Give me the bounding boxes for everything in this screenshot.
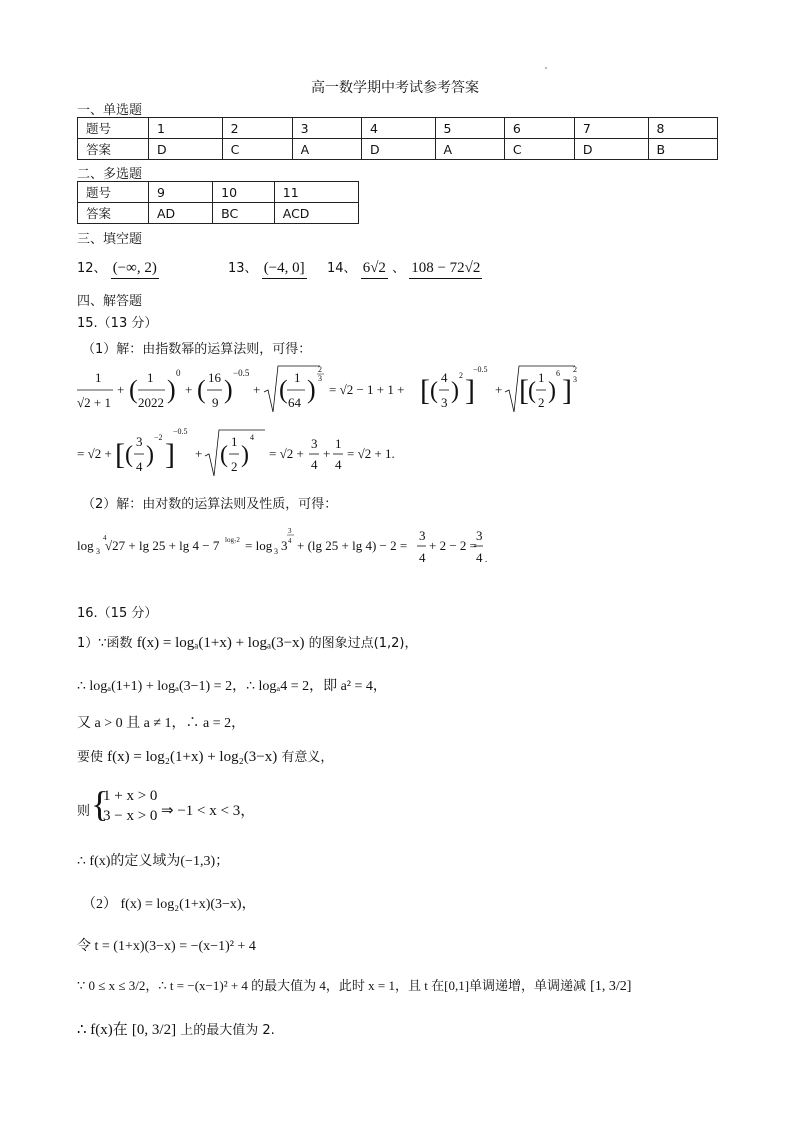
brace-icon: { (91, 784, 109, 824)
table-cell: 10 (213, 182, 275, 203)
table-cell: C (222, 139, 292, 160)
svg-text:2: 2 (459, 371, 463, 380)
q12-label: 12、 (77, 261, 107, 276)
svg-text:4: 4 (136, 459, 143, 474)
stray-dot (545, 67, 547, 69)
svg-text:9: 9 (212, 395, 219, 410)
svg-text:1: 1 (95, 370, 102, 385)
svg-text:(: ( (197, 375, 206, 404)
table-cell: 4 (361, 118, 435, 139)
svg-text:4: 4 (476, 550, 483, 565)
svg-text:3: 3 (573, 375, 577, 384)
q16-line10-interval: [0, 3/2] (131, 1022, 177, 1038)
svg-text:[: [ (115, 438, 125, 471)
svg-text:2: 2 (231, 459, 238, 474)
svg-text:1: 1 (538, 370, 545, 385)
svg-text:√2 + 1: √2 + 1 (77, 395, 111, 410)
q13-answer: (−4, 0] (262, 260, 307, 279)
svg-text:+ 2 − 2 =: + 2 − 2 = (429, 538, 477, 553)
row-label: 答案 (78, 203, 149, 224)
svg-text:1: 1 (294, 370, 301, 385)
q16-line9-text: ∵ 0 ≤ x ≤ 3/2，∴ t = −(x−1)² + 4 的最大值为 4，此时 x = 1，且 t 在[0,1]单调递增，单调递减 (77, 978, 587, 993)
svg-text:64: 64 (288, 395, 301, 410)
row-label: 答案 (78, 139, 149, 160)
q12-answer-line (77, 257, 159, 279)
q16-line10 (77, 1018, 275, 1039)
section-multi-choice-heading: 二、多选题 (77, 167, 143, 182)
q16-line2: ∴ logₐ(1+1) + logₐ(3−1) = 2，∴ logₐ4 = 2，即 a² = 4， (77, 679, 387, 694)
svg-text:6: 6 (556, 369, 560, 378)
svg-text:): ) (146, 442, 154, 468)
svg-text:3: 3 (419, 528, 426, 543)
svg-text:]: ] (165, 438, 175, 471)
svg-text:= √2 +: = √2 + (269, 446, 304, 461)
q15-formula-line1-tail (505, 362, 585, 418)
table-cell: B (648, 139, 718, 160)
section-single-choice-heading: 一、单选题 (77, 103, 143, 118)
table-cell: AD (149, 203, 213, 224)
section-solution-heading: 四、解答题 (77, 294, 143, 309)
q15-log-formula (75, 522, 495, 572)
q15-formula-line1 (75, 362, 515, 418)
table-cell: 3 (292, 118, 361, 139)
q16-system-eq2: 3 − x > 0 (103, 808, 158, 824)
q16-line5-post: ⇒ −1 < x < 3， (161, 803, 256, 819)
svg-text:+: + (195, 446, 203, 461)
svg-text:(: ( (220, 442, 228, 468)
q16-line6: ∴ f(x)的定义域为(−1,3)； (77, 854, 230, 869)
q16-line7: （2） f(x) = log₂(1+x)(3−x)， (82, 897, 256, 912)
svg-text:3: 3 (288, 527, 292, 535)
svg-text:= √2 + 1.: = √2 + 1. (347, 446, 395, 461)
table-cell: 2 (222, 118, 292, 139)
table-cell: 6 (504, 118, 574, 139)
q15-part2-intro: （2）解：由对数的运算法则及性质，可得： (82, 497, 338, 512)
svg-text:2022: 2022 (138, 395, 164, 410)
page-title: 高一数学期中考试参考答案 (311, 80, 479, 96)
svg-text:3: 3 (274, 547, 278, 556)
table-cell: 8 (648, 118, 718, 139)
q13-answer-line (228, 257, 307, 279)
table-cell: D (574, 139, 648, 160)
svg-text:3: 3 (318, 374, 322, 383)
row-label: 题号 (78, 182, 149, 203)
svg-text:): ) (451, 378, 459, 404)
svg-text:4: 4 (419, 550, 426, 565)
single-choice-answer-table (77, 117, 718, 160)
section-fill-blank-heading: 三、填空题 (77, 232, 143, 247)
q15-formula-line2 (75, 424, 395, 480)
svg-text:0: 0 (176, 368, 181, 378)
svg-text:3: 3 (476, 528, 483, 543)
table-cell: A (292, 139, 361, 160)
table-row (78, 203, 359, 224)
svg-text:= log: = log (245, 538, 273, 553)
svg-text:3: 3 (281, 538, 288, 553)
q14-answer-line (327, 257, 482, 279)
svg-text:1: 1 (231, 434, 238, 449)
svg-text:+: + (495, 382, 503, 397)
table-cell: D (149, 139, 223, 160)
q16-line4 (77, 746, 333, 766)
svg-text:.: . (485, 554, 488, 564)
q16-system-eq1: 1 + x > 0 (103, 788, 158, 804)
q16-line3: 又 a > 0 且 a ≠ 1，∴ a = 2， (77, 716, 246, 731)
table-cell: C (504, 139, 574, 160)
svg-text:3: 3 (441, 395, 448, 410)
row-label: 题号 (78, 118, 149, 139)
q13-label: 13、 (228, 261, 258, 276)
q12-answer: (−∞, 2) (111, 260, 159, 279)
svg-text:−0.5: −0.5 (173, 427, 188, 436)
svg-text:−2: −2 (154, 433, 163, 442)
q16-line1 (77, 632, 418, 652)
svg-text:(: ( (279, 375, 288, 404)
table-cell: 9 (149, 182, 213, 203)
svg-text:3: 3 (96, 547, 100, 556)
svg-text:]: ] (465, 374, 475, 407)
q16-line9-interval: [1, 3/2] (590, 979, 632, 994)
table-cell: 5 (435, 118, 504, 139)
svg-text:(: ( (129, 375, 138, 404)
svg-text:): ) (224, 375, 233, 404)
table-cell: 1 (149, 118, 223, 139)
q16-line8: 令 t = (1+x)(3−x) = −(x−1)² + 4 (77, 939, 256, 954)
svg-text:+: + (253, 382, 261, 397)
table-row (78, 139, 718, 160)
q16-header: 16.（15 分） (77, 606, 158, 621)
svg-text:(: ( (125, 442, 133, 468)
q16-line1-post: 的图象过点(1,2)， (308, 636, 418, 651)
svg-text:16: 16 (208, 370, 221, 385)
svg-text:+ (lg 25 + lg 4) − 2 =: + (lg 25 + lg 4) − 2 = (297, 538, 408, 553)
svg-text:1: 1 (335, 436, 342, 451)
svg-text:): ) (167, 375, 176, 404)
svg-text:4: 4 (250, 433, 254, 442)
table-cell: D (361, 139, 435, 160)
svg-text:2: 2 (318, 365, 322, 374)
q16-line4-post: 有意义， (281, 750, 334, 765)
q16-line10-pre: ∴ f(x)在 (77, 1022, 128, 1038)
q14-separator: 、 (392, 261, 406, 276)
svg-text:3: 3 (311, 436, 318, 451)
svg-text:4: 4 (103, 534, 107, 542)
table-cell: 11 (274, 182, 358, 203)
svg-text:(: ( (528, 378, 536, 404)
table-row (78, 118, 718, 139)
svg-text:+: + (185, 382, 193, 397)
svg-text:4: 4 (441, 370, 448, 385)
q16-line4-pre: 要使 (77, 750, 104, 765)
table-cell: BC (213, 203, 275, 224)
svg-text:4: 4 (288, 537, 292, 545)
svg-text:−0.5: −0.5 (233, 368, 250, 378)
svg-text:−0.5: −0.5 (473, 365, 488, 374)
svg-text:[: [ (519, 374, 529, 407)
q16-line1-math: f(x) = logₐ(1+x) + logₐ(3−x) (136, 635, 305, 651)
q16-line10-post: 上的最大值为 2. (180, 1023, 275, 1038)
svg-text:4: 4 (335, 457, 342, 472)
table-cell: A (435, 139, 504, 160)
svg-text:4: 4 (311, 457, 318, 472)
q15-header: 15.（13 分） (77, 316, 158, 331)
table-cell: 7 (574, 118, 648, 139)
q16-line9 (77, 975, 631, 995)
svg-text:log: log (77, 538, 94, 553)
table-cell: ACD (274, 203, 358, 224)
q14-label: 14、 (327, 261, 357, 276)
svg-text:]: ] (562, 374, 572, 407)
svg-text:): ) (548, 378, 556, 404)
q16-line5-pre: 则 (77, 804, 91, 819)
svg-text:log₇2: log₇2 (225, 536, 240, 544)
svg-text:): ) (307, 375, 316, 404)
q16-line1-pre: 1）∵函数 (77, 636, 133, 651)
svg-text:+: + (323, 446, 331, 461)
svg-text:+: + (117, 382, 125, 397)
q14-answer-a: 6√2 (361, 260, 388, 279)
q16-line4-math: f(x) = log₂(1+x) + log₂(3−x) (107, 749, 278, 765)
svg-text:1: 1 (147, 370, 154, 385)
svg-text:= √2 +: = √2 + (77, 446, 112, 461)
svg-text:= √2 − 1 + 1 +: = √2 − 1 + 1 + (329, 382, 405, 397)
q15-part1-intro: （1）解：由指数幂的运算法则，可得： (82, 342, 312, 357)
svg-text:2: 2 (573, 365, 577, 374)
multi-choice-answer-table (77, 181, 359, 224)
table-row (78, 182, 359, 203)
svg-text:√27 + lg 25 + lg 4 − 7: √27 + lg 25 + lg 4 − 7 (105, 538, 220, 553)
svg-text:2: 2 (538, 395, 545, 410)
svg-text:[: [ (420, 374, 430, 407)
q14-answer-b: 108 − 72√2 (409, 260, 482, 279)
svg-text:): ) (241, 442, 249, 468)
svg-text:(: ( (430, 378, 438, 404)
svg-text:3: 3 (136, 434, 143, 449)
